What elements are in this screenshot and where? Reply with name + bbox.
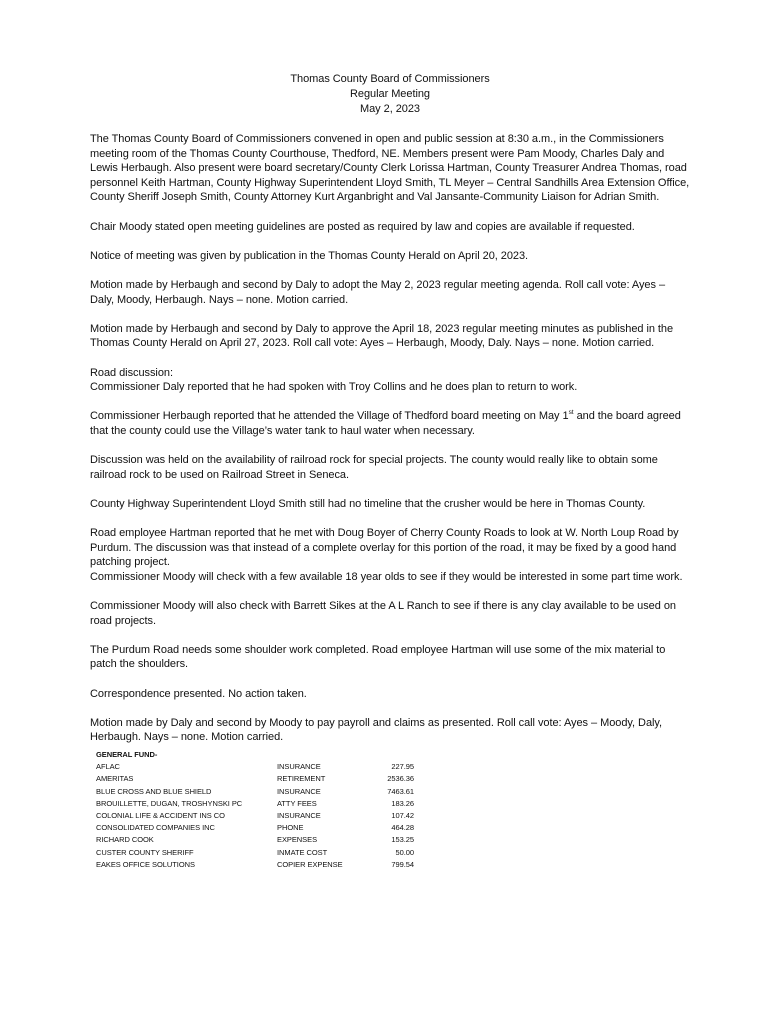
open-meeting-paragraph: Chair Moody stated open meeting guidelines are posted as required by law and copies are available if requested.: [90, 220, 635, 233]
claim-vendor: BROUILLETTE, DUGAN, TROSHYNSKI PC: [96, 798, 243, 808]
claim-vendor: RICHARD COOK: [96, 835, 154, 845]
claim-vendor: AMERITAS: [96, 774, 134, 784]
claim-row: [96, 786, 690, 798]
claim-category: INSURANCE: [277, 810, 321, 820]
claim-category: PHONE: [277, 823, 304, 833]
daly-report-paragraph: Commissioner Daly reported that he had spoken with Troy Collins and he does plan to return to work.: [90, 381, 578, 394]
claims-motion-paragraph: Motion made by Daly and second by Moody to pay payroll and claims as presented. Roll call vote: Ayes – Moody, Daly, Herbaugh. Nays – none. Motion carried.: [90, 716, 663, 744]
header-title: Thomas County Board of Commissioners: [290, 73, 490, 85]
claim-vendor: CONSOLIDATED COMPANIES INC: [96, 823, 215, 833]
claim-amount: 227.95: [391, 762, 414, 772]
header-date: May 2, 2023: [360, 103, 420, 115]
claim-row: [96, 798, 690, 810]
claim-amount: 153.25: [391, 835, 414, 845]
general-fund-title: GENERAL FUND-: [96, 749, 158, 759]
claim-category: RETIREMENT: [277, 774, 326, 784]
header-subtitle: Regular Meeting: [350, 88, 430, 100]
part-time-work-paragraph: Commissioner Moody will check with a few available 18 year olds to see if they would be interested in some part time work.: [90, 570, 683, 583]
claim-row: [96, 834, 690, 846]
attendance-paragraph: The Thomas County Board of Commissioners convened in open and public session at 8:30 a.m., in the Commissioners meeting room of the Thomas County Courthouse, Thedford, NE. Members present were Pam Moody, Charles Daly and Lewis Herbaugh. Also present were board secretary/County Clerk Lorissa Hartman, County Treasurer Andrea Thomas, road personnel Keith Hartman, County Highway Superintendent Lloyd Smith, TL Meyer – Central Sandhills Area Extension Office, County Sheriff Joseph Smith, County Attorney Kurt Arganbright and Val Jansante-Community Liaison for Adrian Smith.: [90, 133, 690, 204]
herbaugh-report-paragraph: [90, 409, 690, 438]
minutes-document: [90, 72, 690, 871]
claim-row: [96, 822, 690, 834]
document-header: [90, 72, 690, 117]
claim-vendor: AFLAC: [96, 762, 120, 772]
notice-paragraph: Notice of meeting was given by publication in the Thomas County Herald on April 20, 2023.: [90, 249, 529, 262]
road-discussion-heading: Road discussion:: [90, 366, 173, 379]
claim-row: [96, 859, 690, 871]
claim-amount: 183.26: [391, 798, 414, 808]
purdum-road-paragraph: The Purdum Road needs some shoulder work completed. Road employee Hartman will use some of the mix material to patch the shoulders.: [90, 643, 666, 671]
railroad-rock-paragraph: Discussion was held on the availability of railroad rock for special projects. The county would really like to obtain some railroad rock to be used on Railroad Street in Seneca.: [90, 454, 658, 481]
correspondence-paragraph: Correspondence presented. No action taken.: [90, 687, 307, 700]
claim-amount: 50.00: [395, 847, 414, 857]
claim-row: [96, 847, 690, 859]
claim-amount: 107.42: [391, 810, 414, 820]
claim-vendor: CUSTER COUNTY SHERIFF: [96, 847, 194, 857]
claim-category: INSURANCE: [277, 786, 321, 796]
claim-vendor: COLONIAL LIFE & ACCIDENT INS CO: [96, 810, 225, 820]
claim-amount: 799.54: [391, 859, 414, 869]
claim-row: [96, 810, 690, 822]
herbaugh-report-text-start: Commissioner Herbaugh reported that he attended the Village of Thedford board meeting on May 1: [90, 410, 569, 423]
claim-row: [96, 761, 690, 773]
clay-paragraph: Commissioner Moody will also check with Barrett Sikes at the A L Ranch to see if there is any clay available to be used on road projects.: [90, 600, 676, 627]
claim-vendor: BLUE CROSS AND BLUE SHIELD: [96, 786, 212, 796]
road-employee-paragraph: Road employee Hartman reported that he met with Doug Boyer of Cherry County Roads to look at W. North Loup Road by Purdum. The discussion was that instead of a complete overlay for this portion of the road, it may be fixed by a good hand patching project.: [90, 527, 679, 569]
claim-category: EXPENSES: [277, 835, 318, 845]
agenda-motion-paragraph: Motion made by Herbaugh and second by Daly to adopt the May 2, 2023 regular meeting agenda. Roll call vote: Ayes – Daly, Moody, Herbaugh. Nays – none. Motion carried.: [90, 278, 666, 306]
herbaugh-report-text-end: and the board agreed that the county could use the Village’s water tank to haul water when necessary.: [90, 410, 681, 437]
claim-vendor: EAKES OFFICE SOLUTIONS: [96, 859, 195, 869]
ordinal-suffix: st: [568, 409, 574, 417]
claim-amount: 7463.61: [387, 786, 414, 796]
minutes-motion-paragraph: Motion made by Herbaugh and second by Daly to approve the April 18, 2023 regular meeting minutes as published in the Thomas County Herald on April 27, 2023. Roll call vote: Ayes – Herbaugh, Moody, Daly. Nays – none. Motion carried.: [90, 322, 674, 350]
claim-category: INMATE COST: [277, 847, 328, 857]
crusher-paragraph: County Highway Superintendent Lloyd Smith still had no timeline that the crusher would be here in Thomas County.: [90, 497, 646, 510]
claim-category: INSURANCE: [277, 762, 321, 772]
claim-row: [96, 773, 690, 785]
general-fund-table: [96, 749, 690, 871]
claim-amount: 2536.36: [387, 774, 414, 784]
general-fund-rows: [96, 761, 690, 871]
claim-amount: 464.28: [391, 823, 414, 833]
claim-category: COPIER EXPENSE: [277, 859, 343, 869]
claim-category: ATTY FEES: [277, 798, 317, 808]
